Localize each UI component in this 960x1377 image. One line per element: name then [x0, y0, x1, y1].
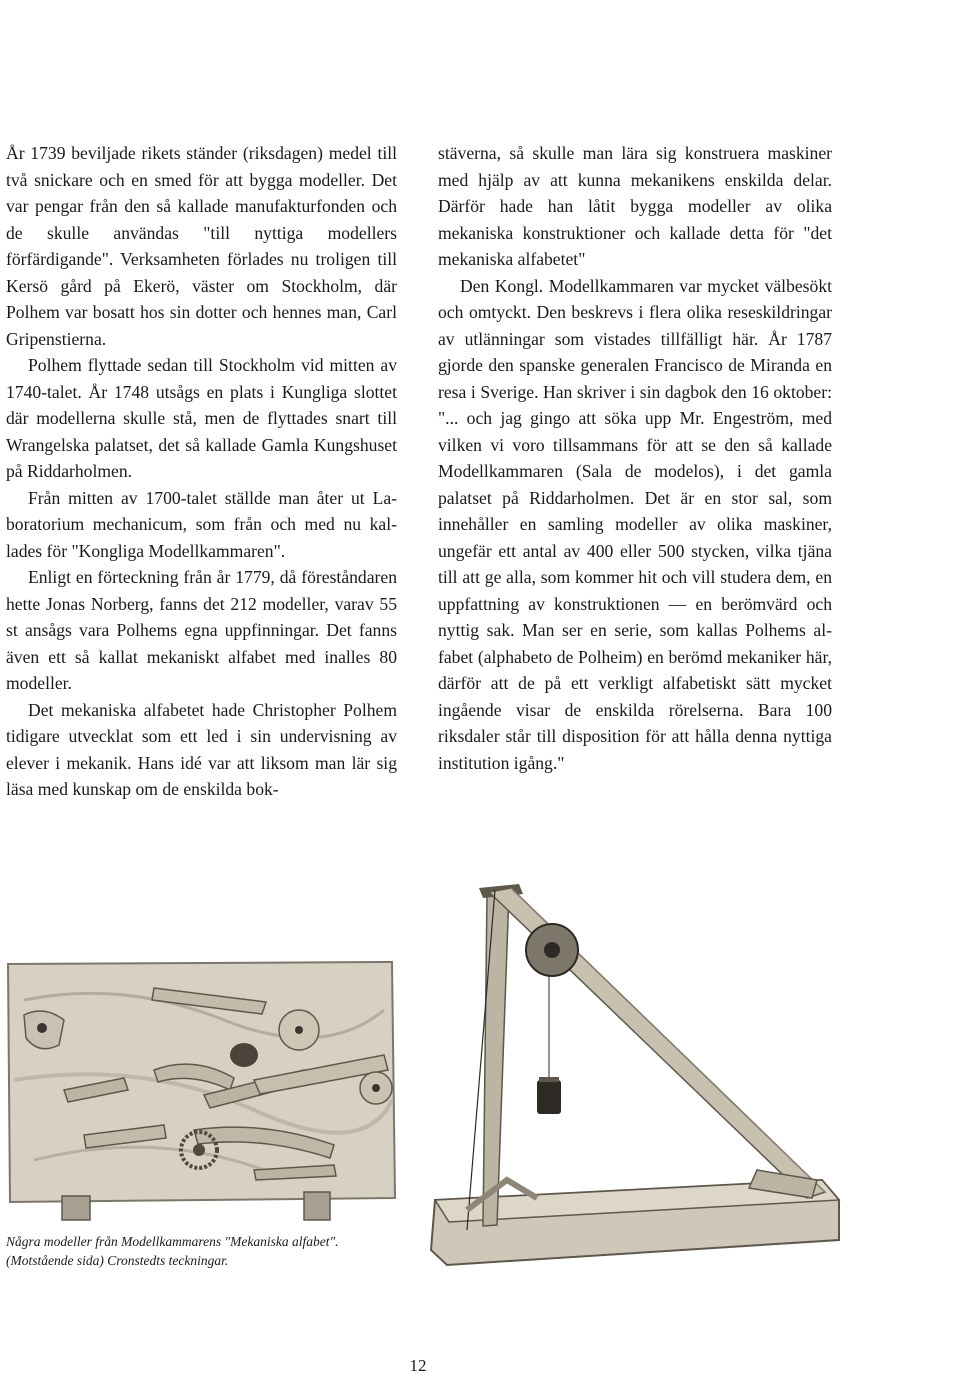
body-paragraph: Från mitten av 1700-talet ställde man åter ut Laboratorium mechanicum, som från och med nu kallades för "Kongliga Modellkammaren".: [6, 487, 397, 561]
caption-line: Några modeller från Modellkammarens "Mekaniska alfabet".: [6, 1234, 339, 1249]
body-paragraph: Polhem flyttade sedan till Stockholm vid mitten av 1740-talet. År 1748 utsågs en plats i Kungliga slottet där modellerna skulle stå, men de flyttades snart till Wrangelska palatset, det så kallade Gamla Kungshuset på Riddarholmen.: [6, 355, 397, 481]
body-paragraph: Det mekaniska alfabetet hade Christopher Polhem tidigare utvecklat som ett led i sin undervisning av elever i mekanik. Hans idé var att liksom man lär sig läsa med kunskap om de enskilda bok-: [6, 699, 397, 799]
figure-caption: [6, 1232, 396, 1270]
body-paragraph: År 1739 beviljade rikets ständer (riksdagen) medel till två snickare och en smed för att bygga modeller. Det var pengar från den så kallade manufakturfonden och de skulle användas "till nyttiga modellers förfärdigande". Verksamheten förlades nu troligen till Kersö gård på Ekerö, väster om Stockholm, där Polhem var bosatt hos sin dotter och hennes man, Carl Gripenstierna.: [6, 143, 397, 349]
body-paragraph: stäverna, så skulle man lära sig konstruera maskiner med hjälp av att kunna mekanikens enskilda delar. Därför hade han låtit bygga modeller av olika mekaniska konstruktioner och kallade detta för "det mekaniska alfabetet": [438, 143, 832, 269]
page-number: 12: [409, 1356, 427, 1375]
crane-illustration: [427, 880, 845, 1280]
crane-model-photo: [427, 880, 845, 1280]
body-paragraph: Enligt en förteckning från år 1779, då föreståndaren hette Jonas Norberg, fanns det 212 modeller, varav 55 st ansågs vara Polhems egna uppfinningar. Det fanns även ett så kallat mekaniskt alfabet med inalles 80 modeller.: [6, 567, 397, 693]
mechanical-alphabet-board-photo: [4, 960, 397, 1223]
caption-line: (Motstående sida) Cronstedts teckningar.: [6, 1253, 229, 1268]
board-illustration: [4, 960, 397, 1223]
left-text-column: [6, 140, 397, 803]
body-paragraph: Den Kongl. Modellkammaren var mycket välbesökt och omtyckt. Den beskrevs i flera olika reseskildringar av utlänningar som vistades tillfälligt här. År 1787 gjorde den spanske generalen Francisco de Miranda en resa i Sverige. Han skriver i sin dagbok den 16 oktober: "... och jag gingo att söka upp Mr. Engeström, med vilken vi voro tillsammans för att se den så kallade Modellkammaren (Sala de modelos), i det gamla palatset på Riddarholmen. Det är en stor sal, som innehåller en samling modeller av olika maskiner, ungefär ett antal av 400 eller 500 stycken, vilka tjäna till att ge alla, som kommer hit och vill studera dem, en uppfattning av konstruktionen — en berömvärd och nyttig sak. Man ser en serie, som kallas Polhems alfabet (alphabeto de Polheim) en berömd mekaniker här, därför att de på ett verkligt alfabetiskt sätt mycket ingående visar de enskilda rörelserna. Bara 100 riksdaler står till disposition för att hålla denna nyttiga institution igång.": [438, 275, 832, 773]
right-text-column: [438, 140, 832, 776]
